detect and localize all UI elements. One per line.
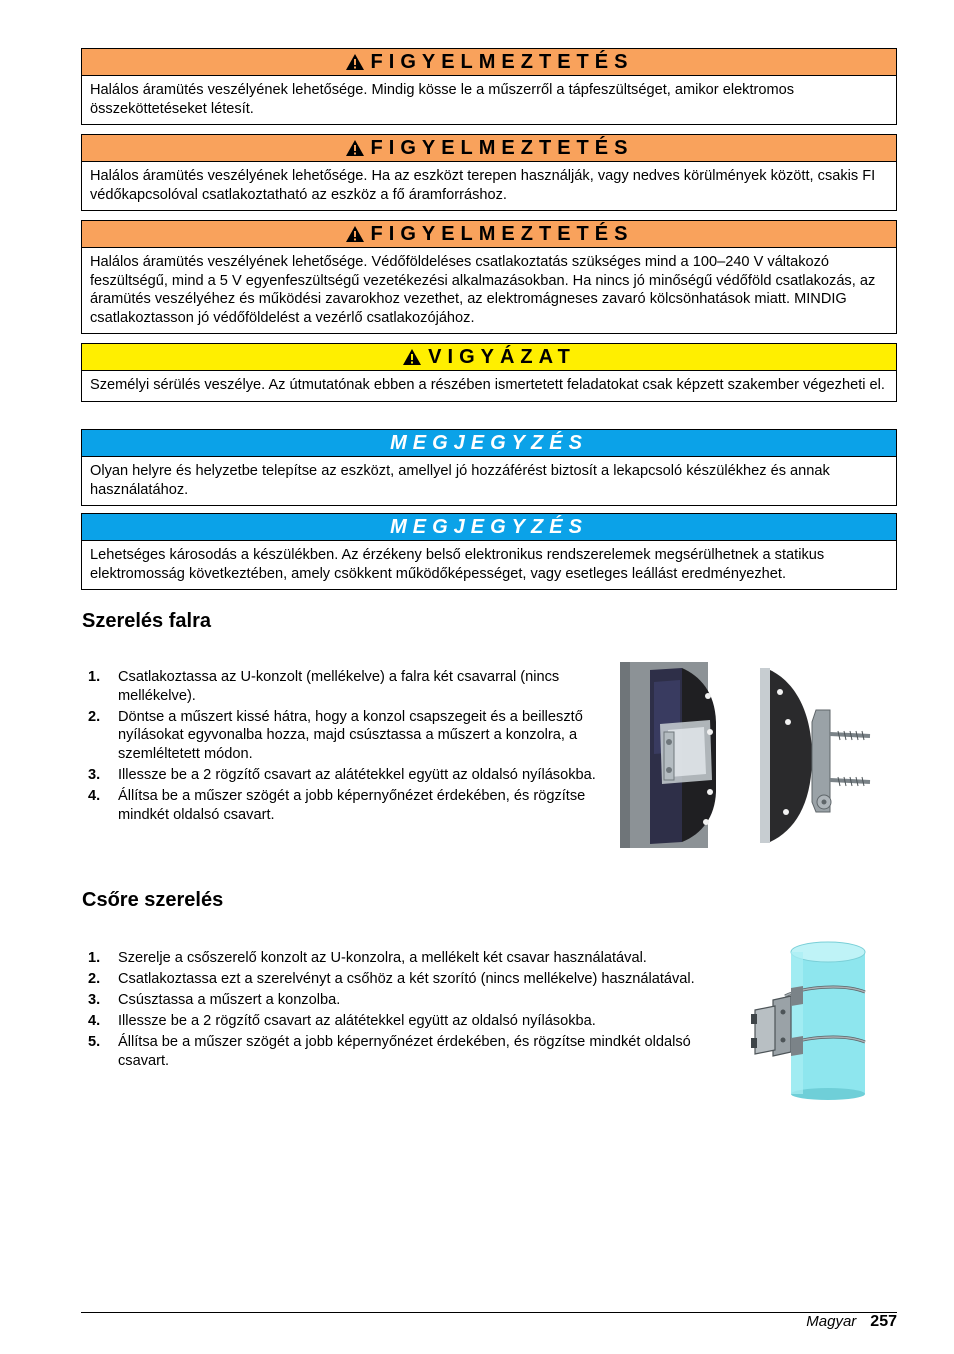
step-number: 2. — [88, 708, 101, 725]
warning-header — [82, 221, 896, 248]
warning-triangle-icon — [345, 53, 365, 71]
wall-mount-heading: Szerelés falra — [82, 610, 211, 632]
step-text: Döntse a műszert kissé hátra, hogy a konzol csapszegeit és a beillesztő nyílásokat egyvonalba hozza, majd csúsztassa a műszert a konzolra, a szemléltetett módon. — [118, 708, 583, 762]
list-item — [88, 949, 708, 968]
warning-text: Halálos áramütés veszélyének lehetősége. Ha az eszközt terepen használják, vagy nedves körülmények között, csakis FI védőkapcsolóval csatlakoztatható az eszköz a fő áramforráshoz. — [90, 168, 876, 203]
note-text: Olyan helyre és helyzetbe telepítse az eszközt, amellyel jó hozzáférést biztosít a lekapcsoló készülékhez és annak használatához. — [90, 463, 830, 498]
warning-title: FIGYELMEZTETÉS — [370, 222, 634, 245]
step-text: Illessze be a 2 rögzítő csavart az alátétekkel együtt az oldalsó nyílásokba. — [118, 1013, 596, 1030]
warning-box-1 — [81, 48, 897, 125]
caution-box — [81, 343, 897, 402]
warning-box-3 — [81, 220, 897, 334]
step-number: 5. — [88, 1034, 101, 1051]
step-text: Állítsa be a műszer szögét a jobb képernyőnézet érdekében, és rögzítse mindkét oldalsó csavart. — [118, 788, 586, 823]
step-number: 3. — [88, 766, 101, 783]
footer-language: Magyar — [806, 1313, 857, 1330]
note-title: MEGJEGYZÉS — [390, 431, 588, 454]
step-number: 3. — [88, 992, 101, 1009]
list-item — [88, 1012, 708, 1031]
note-header — [82, 514, 896, 541]
caution-text: Személyi sérülés veszélye. Az útmutatónak ebben a részében ismertetett feladatokat csak képzett szakember végezheti el. — [90, 377, 885, 393]
step-number: 4. — [88, 1013, 101, 1030]
step-text: Szerelje a csőszerelő konzolt az U-konzolra, a mellékelt két csavar használatával. — [118, 950, 647, 966]
caution-header — [82, 344, 896, 371]
footer-divider — [81, 1312, 897, 1313]
step-number: 4. — [88, 788, 101, 805]
step-text: Csatlakoztassa ezt a szerelvényt a csőhöz a két szorító (nincs mellékelve) használatával. — [118, 971, 695, 988]
warning-title: FIGYELMEZTETÉS — [370, 50, 634, 73]
caution-triangle-icon — [402, 348, 422, 366]
warning-box-2 — [81, 134, 897, 211]
wall-mount-front-view — [620, 662, 716, 848]
step-number: 1. — [88, 950, 101, 966]
warning-triangle-icon — [345, 139, 365, 157]
wall-mount-steps — [88, 668, 600, 827]
warning-title: FIGYELMEZTETÉS — [370, 136, 634, 159]
step-number: 2. — [88, 971, 101, 988]
warning-header — [82, 135, 896, 162]
warning-triangle-icon — [345, 225, 365, 243]
warning-text: Halálos áramütés veszélyének lehetősége. Védőföldeléses csatlakoztatás szükséges mind a 100–240 V váltakozó feszültségű, mind a 5 V egyenfeszültségű vezetékezési alkalmazásokban. Ha nincs jó minőségű védőföld csatlakozás, az áramütés veszélyéhez és működési zavarokhoz vezethet, az elektromágneses zavaró kölcsönhatások miatt. MINDIG csatlakoztasson jó védőföldelést a vezérlő csatlakozójához. — [90, 254, 876, 326]
pipe-mount-illustration — [745, 940, 875, 1100]
list-item — [88, 787, 600, 824]
page-footer — [806, 1313, 897, 1331]
caution-title: VIGYÁZAT — [428, 345, 576, 368]
list-item — [88, 991, 708, 1010]
list-item — [88, 668, 600, 705]
pipe-mount-heading: Csőre szerelés — [82, 889, 224, 911]
note-text: Lehetséges károsodás a készülékben. Az érzékeny belső elektronikus rendszerelemek megsérülhetnek a statikus elektromosság következtében, amely csökkent működőképességet, vagy esetleges leállást eredményezhet. — [90, 547, 825, 582]
list-item — [88, 970, 708, 989]
list-item — [88, 1033, 708, 1070]
step-text: Csúsztassa a műszert a konzolba. — [118, 992, 341, 1009]
note-box-2 — [81, 513, 897, 590]
step-number: 1. — [88, 669, 101, 685]
wall-mount-side-view — [760, 668, 870, 843]
warning-header — [82, 49, 896, 76]
step-text: Állítsa be a műszer szögét a jobb képernyőnézet érdekében, és rögzítse mindkét oldalsó csavart. — [118, 1034, 691, 1069]
note-box-1 — [81, 429, 897, 506]
list-item — [88, 766, 600, 785]
note-title: MEGJEGYZÉS — [390, 515, 588, 538]
pipe-mount-steps — [88, 949, 708, 1073]
step-text: Csatlakoztassa az U-konzolt (mellékelve) a falra két csavarral (nincs mellékelve). — [118, 669, 560, 704]
list-item — [88, 708, 600, 764]
page-number: 257 — [870, 1313, 897, 1330]
wall-mount-illustration — [620, 662, 880, 848]
warning-text: Halálos áramütés veszélyének lehetősége. Mindig kösse le a műszerről a tápfeszültséget, amikor elektromos összeköttetéseket létesít. — [90, 82, 795, 117]
step-text: Illessze be a 2 rögzítő csavart az alátétekkel együtt az oldalsó nyílásokba. — [118, 766, 596, 783]
note-header — [82, 430, 896, 457]
